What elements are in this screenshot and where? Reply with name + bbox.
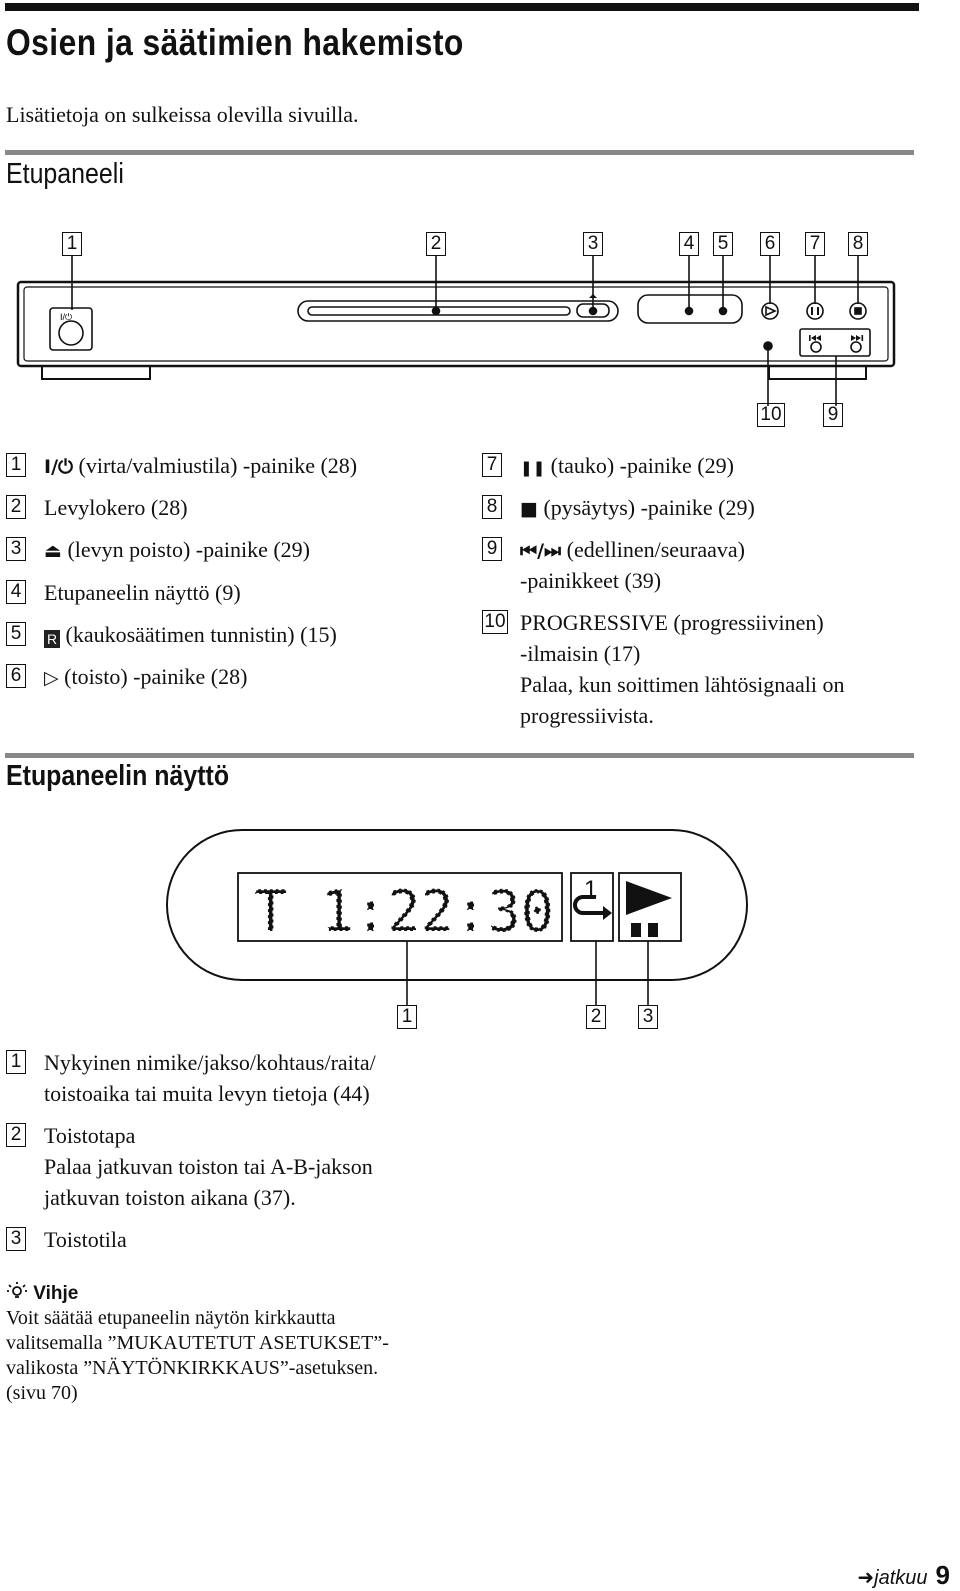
item-number: 10 [482,610,508,634]
callout-6: 6 [760,232,780,256]
pause-icon: ❚❚ [520,459,546,477]
remote-sensor-icon: R [44,630,60,648]
item-text: Palaa jatkuvan toiston tai A-B-jakson [44,1154,373,1179]
item-number: 1 [6,1050,26,1074]
item-text: (virta/valmiustila) -painike (28) [78,453,358,478]
repeat-number: 1 [584,876,598,903]
tip-line: valitsemalla ”MUKAUTETUT ASETUKSET”- [6,1332,389,1354]
callout-10: 10 [757,403,785,427]
page-title: Osien ja säätimien hakemisto [6,22,464,63]
item-text: Palaa, kun soittimen lähtösignaali on [520,672,845,697]
display-illustration [0,825,960,1015]
play-icon: ▷ [44,667,59,689]
section-rule [5,150,914,155]
page-number: 9 [935,1560,950,1590]
callout-5: 5 [713,232,733,256]
callout-8: 8 [848,232,868,256]
item-text: Etupaneelin näyttö (9) [44,580,241,605]
section-rule [5,753,914,758]
item-number: 8 [482,495,502,519]
item-number: 3 [6,1227,26,1251]
tip-line: Voit säätää etupaneelin näytön kirkkautta [6,1307,336,1329]
section-heading-display: Etupaneelin näyttö [6,760,230,792]
display-readout: T 1:22:30 [254,879,554,945]
item-text: (pysäytys) -painike (29) [543,495,755,520]
callout-2: 2 [586,1005,606,1029]
front-panel-illustration [0,256,960,406]
eject-icon: ⏏ [44,540,62,562]
item-text: PROGRESSIVE (progressiivinen) [520,610,824,635]
callout-1: 1 [62,232,82,256]
item-text: (tauko) -painike (29) [550,453,734,478]
tip-heading [6,1281,78,1305]
tip-heading-text: Vihje [33,1283,79,1304]
item-number: 9 [482,537,502,561]
item-text: Toistotapa [44,1123,136,1148]
item-number: 2 [6,495,26,519]
arrow-right-icon: ➜ [857,1565,875,1589]
item-text: (kaukosäätimen tunnistin) (15) [65,622,337,647]
item-number: 4 [6,580,26,604]
item-number: 1 [6,453,26,477]
lightbulb-icon [6,1281,28,1303]
item-text: toistoaika tai muita levyn tietoja (44) [44,1081,370,1106]
item-text: Nykyinen nimike/jakso/kohtaus/raita/ [44,1050,376,1075]
callout-3: 3 [583,232,603,256]
item-text: (toisto) -painike (28) [64,664,248,689]
item-text: jatkuvan toiston aikana (37). [44,1185,296,1210]
item-text: -ilmaisin (17) [520,641,641,666]
item-text: (levyn poisto) -painike (29) [67,537,311,562]
item-number: 3 [6,537,26,561]
page-footer [857,1560,950,1591]
item-text: Levylokero (28) [44,495,188,520]
item-number: 6 [6,664,26,688]
callout-3: 3 [638,1005,658,1029]
tip-line: valikosta ”NÄYTÖNKIRKKAUS”-asetuksen. [6,1357,379,1379]
power-label: I/⏻ [60,312,73,322]
intro-text: Lisätietoja on sulkeissa olevilla sivuilla. [6,102,359,127]
item-number: 2 [6,1123,26,1147]
item-text: (edellinen/seuraava) [566,537,745,562]
item-text: -painikkeet (39) [520,568,662,593]
item-number: 5 [6,622,26,646]
section-heading-front-panel: Etupaneeli [6,158,124,190]
callout-4: 4 [679,232,699,256]
callout-2: 2 [426,232,446,256]
item-text: Toistotila [44,1227,127,1252]
callout-1: 1 [397,1005,417,1029]
continue-label: jatkuu [874,1567,928,1589]
top-rule [5,3,919,11]
stop-icon: ■ [520,498,538,520]
callout-9: 9 [823,403,843,427]
callout-7: 7 [805,232,825,256]
item-number: 7 [482,453,502,477]
item-text: progressiivista. [520,703,654,728]
prev-next-icon: ⏮/⏭ [520,540,562,562]
power-icon: I/⏻ [44,456,74,478]
tip-line: (sivu 70) [6,1382,78,1404]
